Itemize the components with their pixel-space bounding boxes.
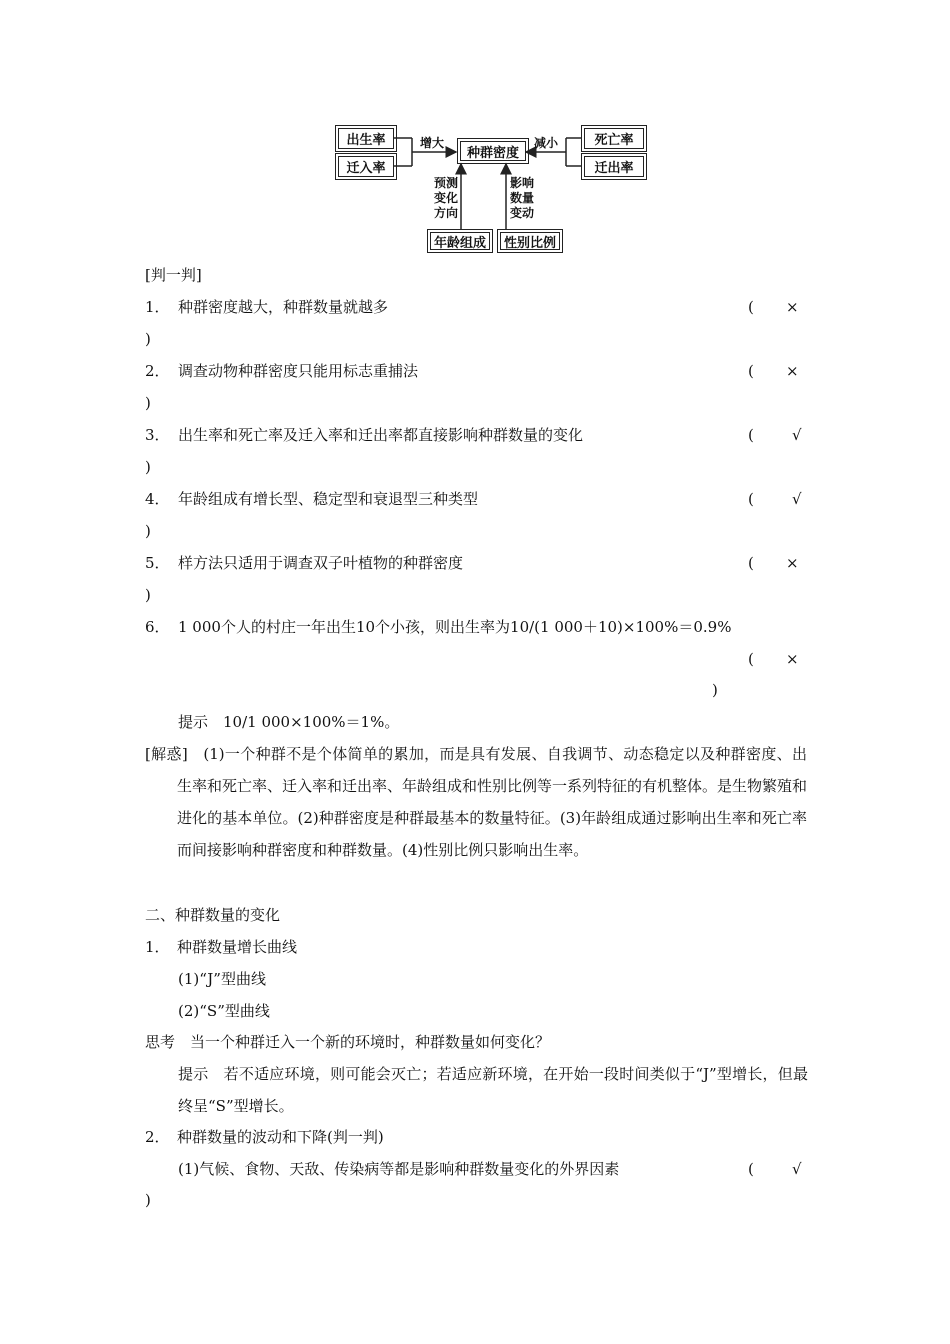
hint-2: 提示 若不适应环境，则可能会灭亡；若适应新环境，在开始一段时间类似于“J”型增长，但最终呈“S”型增长。 [178, 1065, 808, 1115]
item-text: (1)气候、食物、天敌、传染病等都是影响种群数量变化的外界因素 [178, 1160, 620, 1178]
close-paren: ) [145, 330, 151, 348]
hint-1: 提示 10/1 000×100%＝1%。 [178, 713, 400, 731]
judge-heading: [判一判] [145, 266, 202, 284]
item-number: 6． [145, 618, 170, 636]
open-paren: ( [748, 426, 754, 444]
close-paren: ) [145, 458, 151, 476]
item-text: 1 000个人的村庄一年出生10个小孩，则出生率为10/(1 000＋10)×100%＝0.9% [178, 618, 732, 636]
item-number: 4． [145, 490, 170, 508]
item-number: 1． [145, 298, 170, 316]
immigration-rate-box: 迁入率 [338, 156, 394, 177]
open-paren: ( [748, 1160, 754, 1178]
population-density-diagram [330, 122, 650, 252]
open-paren: ( [748, 362, 754, 380]
close-paren: ) [145, 394, 151, 412]
close-paren: ) [145, 586, 151, 604]
open-paren: ( [748, 298, 754, 316]
fluctuation-item: 2． 种群数量的波动和下降(判一判) [145, 1128, 384, 1146]
s-curve-item: (2)“S”型曲线 [178, 1002, 270, 1020]
close-paren: ) [712, 681, 718, 699]
item-text: 出生率和死亡率及迁入率和迁出率都直接影响种群数量的变化 [178, 426, 584, 444]
item-text: 样方法只适用于调查双子叶植物的种群密度 [178, 554, 464, 572]
emigration-rate-box: 迁出率 [584, 156, 644, 177]
open-paren: ( [748, 650, 754, 668]
growth-curve-item: 1． 种群数量增长曲线 [145, 938, 298, 956]
answer-mark: × [786, 650, 799, 668]
explanation-paragraph [145, 738, 807, 866]
answer-mark: √ [792, 490, 802, 508]
close-paren: ) [145, 1191, 151, 1209]
answer-mark: × [786, 298, 799, 316]
item-number: 2． [145, 362, 170, 380]
predict-label: 预测 变化 方向 [433, 176, 458, 220]
item-number: 3． [145, 426, 170, 444]
open-paren: ( [748, 554, 754, 572]
death-rate-box: 死亡率 [584, 128, 644, 149]
answer-mark: √ [792, 426, 802, 444]
answer-mark: × [786, 554, 799, 572]
birth-rate-box: 出生率 [338, 128, 394, 149]
item-text: 年龄组成有增长型、稳定型和衰退型三种类型 [178, 490, 479, 508]
close-paren: ) [145, 522, 151, 540]
population-density-box: 种群密度 [460, 141, 526, 161]
explanation-text: [解惑] (1)一个种群不是个体简单的累加，而是具有发展、自我调节、动态稳定以及种群密度、出生率和死亡率、迁入率和迁出率、年龄组成和性别比例等一系列特征的有机整体。是生物繁殖和进化的基本单位。(2)种群密度是种群最基本的数量特征。(3)年龄组成通过影响出生率和死亡率而间接影响种群密度和种群数量。(4)性别比例只影响出生率。 [145, 745, 808, 859]
think-question: 思考 当一个种群迁入一个新的环境时，种群数量如何变化？ [145, 1033, 551, 1051]
answer-mark: × [786, 362, 799, 380]
item-text: 调查动物种群密度只能用标志重捕法 [178, 362, 419, 380]
item-text: 种群密度越大，种群数量就越多 [178, 298, 389, 316]
section-2-title: 二、种群数量的变化 [145, 906, 281, 924]
sex-ratio-box: 性别比例 [500, 232, 560, 250]
age-structure-box: 年龄组成 [430, 232, 490, 250]
decrease-label: 减小 [534, 136, 559, 150]
item-number: 5． [145, 554, 170, 572]
j-curve-item: (1)“J”型曲线 [178, 970, 266, 988]
answer-mark: √ [792, 1160, 802, 1178]
increase-label: 增大 [420, 136, 445, 150]
open-paren: ( [748, 490, 754, 508]
influence-label: 影响 数量 变动 [509, 176, 534, 220]
